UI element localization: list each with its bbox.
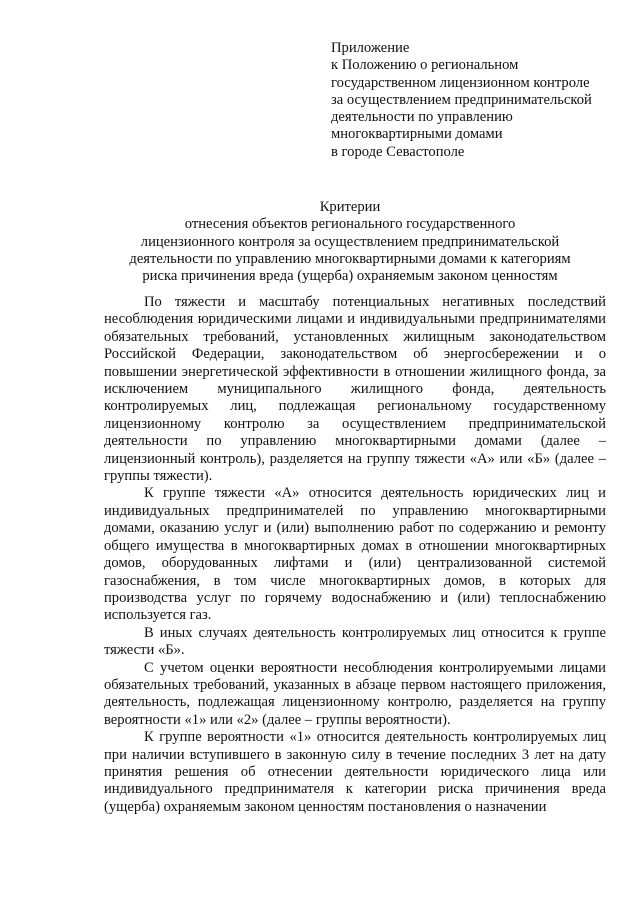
paragraph: К группе тяжести «А» относится деятельность юридических лиц и индивидуальных предпринимателей по управлению многоквартирными домами, оказанию услуг и (или) выполнению работ по содержанию и ремонту общего имущества в многоквартирных домах в отношении многоквартирных домов, оборудованных лифтами и (или) централизованной системой газоснабжения, в том числе многоквартирных домов, в которых для производства услуг по горячему водоснабжению и (или) теплоснабжению используется газ. — [104, 485, 606, 624]
paragraph: С учетом оценки вероятности несоблюдения контролируемыми лицами обязательных требований, указанных в абзаце первом настоящего приложения, деятельность, подлежащая лицензионному контролю, разделяется на группу вероятности «1» или «2» (далее – группы вероятности). — [104, 659, 606, 728]
title-heading: Критерии — [319, 199, 381, 215]
paragraph: В иных случаях деятельность контролируемых лиц относится к группе тяжести «Б». — [104, 624, 606, 659]
appendix-line: к Положению о региональном — [331, 57, 519, 74]
document-title — [100, 199, 600, 285]
paragraph: По тяжести и масштабу потенциальных негативных последствий несоблюдения юридическими лицами и индивидуальными предпринимателями обязательных требований, установленных жилищным законодательством Российской Федерации, законодательством об энергосбережении и о повышении энергетической эффективности в отношении жилищного фонда, за исключением муниципального жилищного фонда, деятельность контролируемых лиц, подлежащая региональному государственному лицензионному контролю за осуществлением предпринимательской деятельности по управлению многоквартирными домами (далее – лицензионный контроль), разделяется на группу тяжести «А» или «Б» (далее – группы тяжести). — [104, 294, 606, 485]
appendix-header — [331, 40, 621, 161]
title-line: лицензионного контроля за осуществлением предпринимательской — [140, 233, 560, 250]
paragraph: К группе вероятности «1» относится деятельность контролируемых лиц при наличии вступившего в законную силу в течение последних 3 лет на дату принятия решения об отнесении деятельности юридического лица или индивидуального предпринимателя к категории риска причинения вреда (ущерба) охраняемым законом ценностям постановления о назначении — [104, 729, 606, 815]
appendix-line: государственном лицензионном контроле — [331, 74, 590, 91]
document-body — [104, 294, 606, 816]
appendix-line: многоквартирными домами — [331, 126, 503, 143]
appendix-line: деятельности по управлению — [331, 109, 513, 126]
title-line: деятельности по управлению многоквартирными домами к категориям — [129, 250, 571, 267]
appendix-line: в городе Севастополе — [331, 143, 465, 160]
title-line: отнесения объектов регионального государственного — [184, 216, 516, 233]
title-line: риска причинения вреда (ущерба) охраняемым законом ценностям — [142, 268, 558, 285]
appendix-line: Приложение — [331, 40, 410, 56]
appendix-line: за осуществлением предпринимательской — [331, 91, 592, 108]
